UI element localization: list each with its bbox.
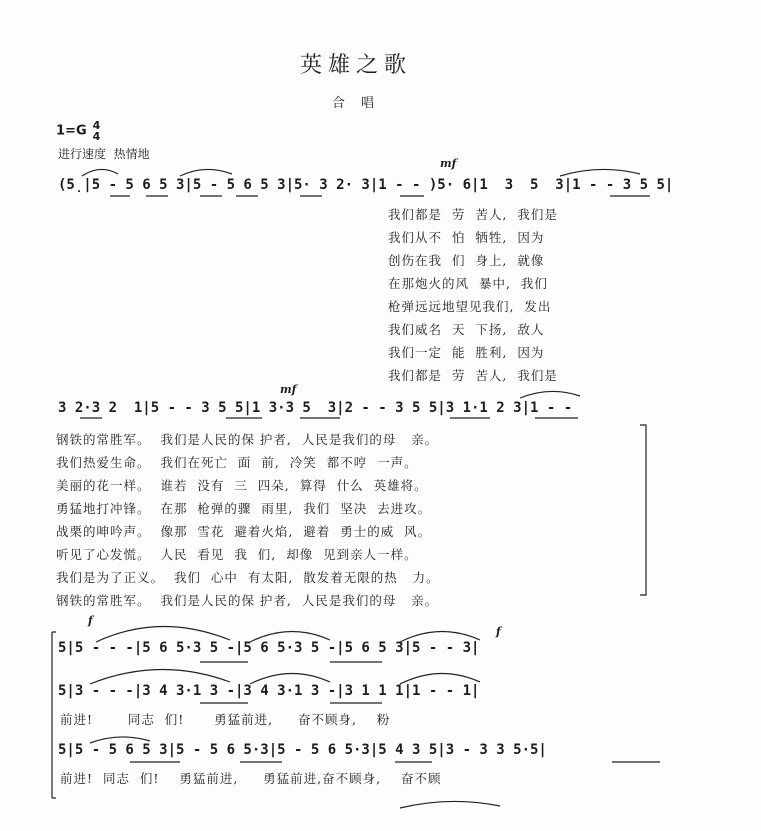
slur [90,669,230,684]
system2-lyric-1: 钢铁的常胜军。 我们是人民的保 护者, 人民是我们的母 亲。 [56,432,439,447]
slur [96,626,230,642]
slur [560,169,640,176]
system2-lyric-8: 钢铁的常胜军。 我们是人民的保 护者, 人民是我们的母 亲。 [56,593,439,608]
key-label: 1=G [56,123,87,139]
slur [400,631,480,642]
system2-lyric-6: 听见了心发慌。 人民 看见 我 们, 却像 见到亲人一样。 [56,547,418,562]
slur [250,673,330,684]
dynamic-mf-2: mf [280,383,297,396]
dynamic-f-2: f [496,625,501,638]
tempo-marking: 进行速度 热情地 [58,147,150,161]
dynamic-mf-1: mf [440,157,457,170]
system1-lyric-6: 我们威名 天 下扬, 敌人 [388,322,545,337]
system2-lyric-3: 美丽的花一样。 谁若 没有 三 四朵, 算得 什么 英雄将。 [56,478,428,493]
slur [180,169,232,176]
system1-lyric-7: 我们一定 能 胜利, 因为 [388,345,545,360]
song-title: 英雄之歌 [299,53,412,78]
system2-lyric-4: 勇猛地打冲锋。 在那 枪弹的骤 雨里, 我们 坚决 去进攻。 [56,501,432,516]
system-bracket [52,632,56,798]
bracket [640,425,646,595]
slur [82,169,118,176]
time-sig-bottom: 4 [92,130,101,143]
system1-lyric-5: 枪弹远远地望见我们, 发出 [388,299,552,314]
system3-part2-notes: 5|3 - - -|3 4 3·1 3 -|3 4 3·1 3 -|3 1 1 1|1 - - 1| [58,683,480,699]
system1-lyric-8: 我们都是 劳 苦人, 我们是 [388,368,558,383]
system3-part2-lyrics: 前进! 同志 们! 勇猛前进, 奋不顾身, 粉 [60,712,391,727]
song-subtitle: 合 唱 [331,96,381,111]
system1-lyric-4: 在那炮火的风 暴中, 我们 [388,276,548,291]
dynamic-f-1: f [88,614,93,627]
slur [400,673,480,684]
beam [130,662,660,762]
system2-lyric-5: 战栗的呻吟声。 像那 雪花 避着火焰, 避着 勇士的威 风。 [56,524,432,539]
slur [250,631,330,642]
slur [90,737,150,743]
system2-lyric-2: 我们热爱生命。 我们在死亡 面 前, 冷笑 都不哼 一声。 [56,455,418,470]
system3-part3-lyrics: 前进! 同志 们! 勇猛前进, 勇猛前进,奋不顾身, 奋不顾 [60,771,442,786]
system3-part1-notes: 5|5 - - -|5 6 5·3 5 -|5 6 5·3 5 -|5 6 5 3|5 - - 3| [58,640,480,656]
slur [520,391,580,398]
system2-lyric-7: 我们是为了正义。 我们 心中 有太阳, 散发着无限的热 力。 [56,570,440,585]
slur [400,801,500,808]
system2-notes: 3 2·3 2 1|5 - - 3 5 5|1 3·3 5 3|2 - - 3 5 5|3 1·1 2 3|1 - - [58,400,573,416]
system1-lyric-2: 我们从不 怕 牺牲, 因为 [388,230,545,245]
system1-lyric-1: 我们都是 劳 苦人, 我们是 [388,207,558,222]
system1-notes: (5̣|5 - 5 6 5 3|5 - 5 6 5 3|5· 3 2· 3|1 - - )5· 6|1 3 5 3|1 - - 3 5 5| [58,177,674,193]
system1-lyric-3: 创伤在我 们 身上, 就像 [388,253,545,268]
time-sig-top: 4 [92,119,101,132]
system3-part3-notes: 5|5 - 5 6 5 3|5 - 5 6 5·3|5 - 5 6 5·3|5 4 3 5|3 - 3 3 5·5| [58,742,547,758]
